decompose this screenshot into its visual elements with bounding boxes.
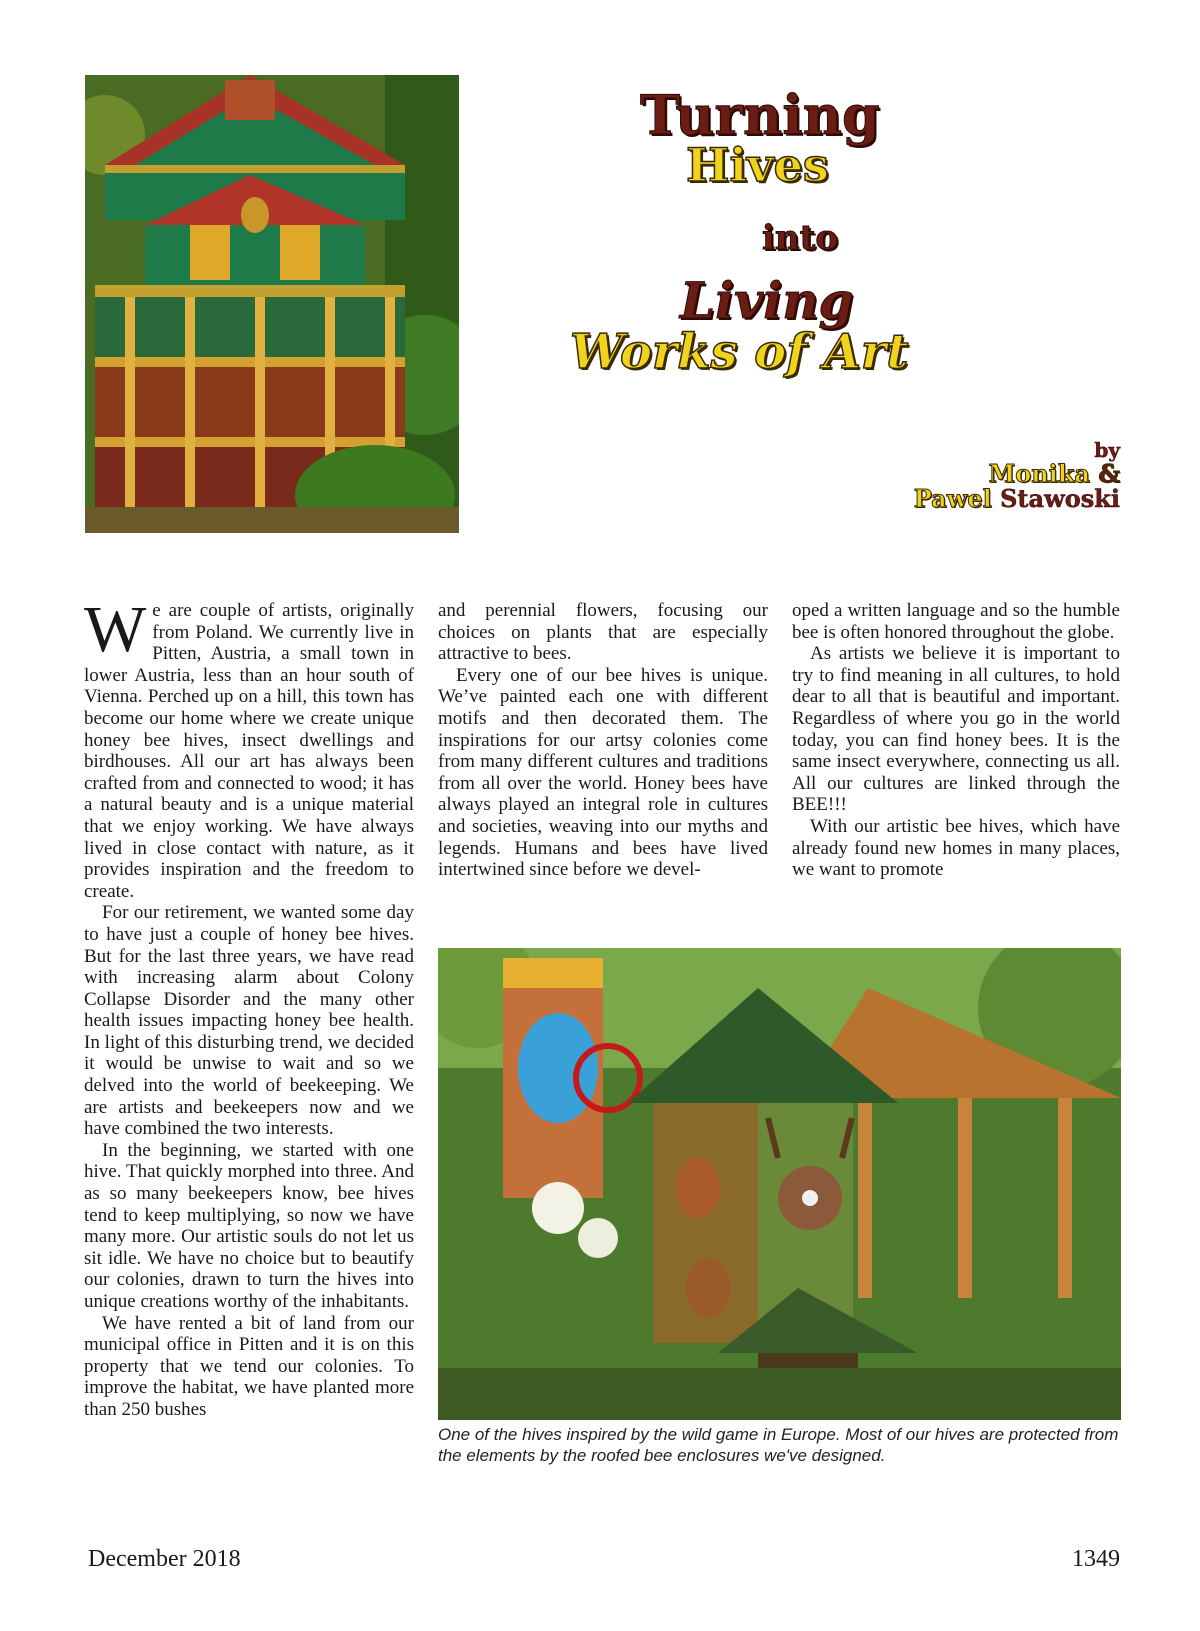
paragraph: Every one of our bee hives is unique. We’ve painted each one with different motifs and then decorated them. The inspirations for our artsy colonies come from many different cultures and traditions from all over the world. Honey bees have always played an integral role in cultures and societies, weaving into our myths and legends. Humans and bees have lived intertwined since before we devel- — [438, 664, 768, 881]
photo-caption: One of the hives inspired by the wild game in Europe. Most of our hives are protected from the elements by the roofed bee enclosures we've designed. — [438, 1425, 1119, 1465]
author-1-name: Monika — [988, 459, 1090, 488]
title-line-hives: Hives — [686, 138, 829, 192]
page-number: 1349 — [1072, 1546, 1120, 1572]
paragraph: oped a written language and so the humble bee is often honored throughout the globe. — [792, 600, 1120, 643]
article-column-3 — [792, 600, 1120, 881]
painted-hives-illustration — [438, 948, 1121, 1420]
paragraph — [84, 593, 414, 902]
article-column-2 — [438, 600, 768, 881]
paragraph: In the beginning, we started with one hive. That quickly morphed into three. And as so many beekeepers know, bee hives tend to keep multiplying, so now we have many more. Our artistic souls do not let us sit idle. We have no choice but to beautify our colonies, drawn to turn the hives into unique creations worthy of the inhabitants. — [84, 1139, 414, 1312]
paragraph: With our artistic bee hives, which have already found new homes in many places, we want to promote — [792, 815, 1120, 881]
byline-by: by — [1094, 438, 1120, 462]
paragraph: and perennial flowers, focusing our choices on plants that are especially attractive to bees. — [438, 600, 768, 665]
title-line-into: into — [762, 218, 839, 258]
author-2-last-name: Stawoski — [1000, 484, 1120, 514]
article-title — [540, 83, 1120, 388]
paragraph-text: e are couple of artists, originally from Poland. We currently live in Pitten, Austria, a small town in lower Austria, less than an hour south of Vienna. Perched up on a hill, this town has become our home where we create unique honey bee hives, insect dwellings and birdhouses. All our art has always been crafted from and connected to wood; it has a natural beauty and is a unique material that we enjoy working. We have always lived in close contact with nature, as it provides inspiration and the freedom to create. — [84, 600, 414, 902]
byline-ampersand: & — [1098, 459, 1120, 488]
paragraph: For our retirement, we wanted some day to have just a couple of honey bee hives. But for the last three years, we have read with increasing alarm about Colony Collapse Disorder and the many other health issues impacting honey bee health. In light of this disturbing trend, we decided it would be unwise to wait and so we delved into the world of beekeeping. We are artists and beekeepers now and we have combined the two interests. — [84, 902, 414, 1140]
article-column-1 — [84, 593, 414, 1421]
paragraph: We have rented a bit of land from our municipal office in Pitten and it is on this property that we tend our colonies. To improve the habitat, we have planted more than 250 bushes — [84, 1312, 414, 1420]
byline-author-1 — [914, 461, 1120, 486]
hive-photo-main — [438, 948, 1121, 1420]
title-line-works-of-art: Works of Art — [570, 324, 909, 380]
ornate-hive-illustration — [85, 75, 459, 533]
title-line-turning: Turning — [640, 83, 880, 147]
hive-photo-top — [85, 75, 459, 533]
title-line-living: Living — [680, 271, 854, 330]
byline-author-2 — [913, 484, 1120, 514]
byline — [913, 438, 1120, 514]
drop-cap: W — [84, 593, 147, 666]
author-2-first-name: Pawel — [913, 484, 992, 514]
paragraph: As artists we believe it is important to try to find meaning in all cultures, to hold dear to all that is beautiful and important. Regardless of where you go in the world today, you can find honey bees. It is the same insect everywhere, connecting us all. All our cultures are linked through the BEE!!! — [792, 643, 1120, 816]
issue-date: December 2018 — [88, 1546, 241, 1572]
